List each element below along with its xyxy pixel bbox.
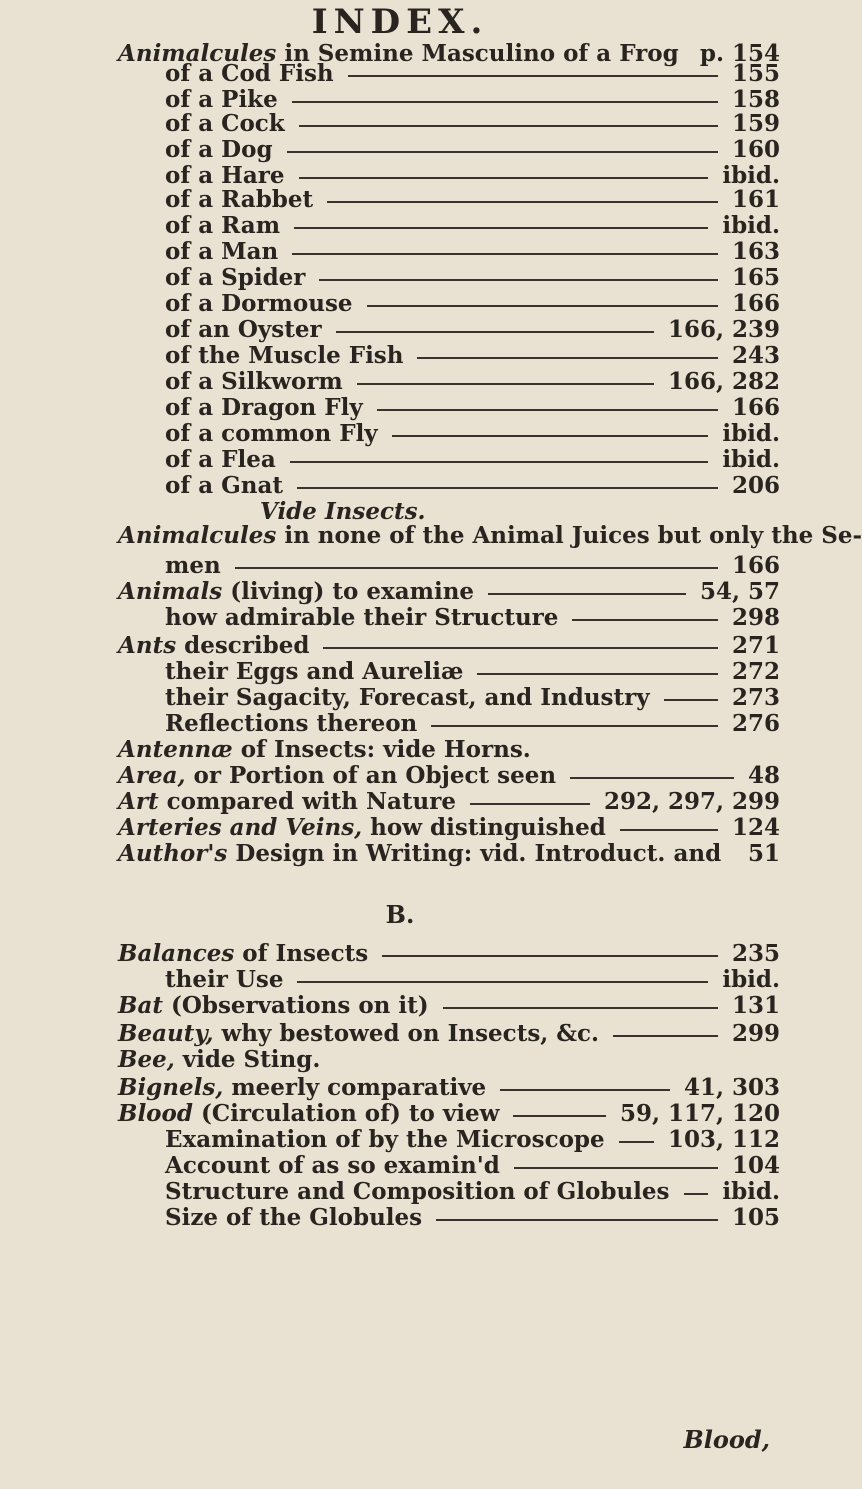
entry-description: men <box>165 552 221 579</box>
leader-rule <box>477 673 718 675</box>
entry-text <box>165 710 417 737</box>
entry-term: Beauty, <box>118 1020 214 1047</box>
page-reference: 54, 57 <box>699 578 780 605</box>
entry-text <box>118 1100 499 1127</box>
entry-term: Arteries and Veins, <box>118 814 363 841</box>
leader-rule <box>417 357 718 359</box>
page-reference: 273 <box>731 684 780 711</box>
page-reference: 166 <box>731 394 780 421</box>
entry-text <box>118 762 556 789</box>
entry-term: Art <box>118 788 159 815</box>
entry-description: Structure and Composition of Globules <box>165 1178 670 1205</box>
entry-text <box>118 992 429 1019</box>
entry-text <box>165 290 353 317</box>
page-reference: 166 <box>731 290 780 317</box>
page-reference: ibid. <box>722 966 780 993</box>
leader-rule <box>287 151 718 153</box>
index-entry <box>0 522 862 552</box>
leader-rule <box>514 1167 718 1169</box>
page-header: INDEX. <box>311 2 489 42</box>
entry-text <box>165 472 283 499</box>
leader-rule <box>290 461 709 463</box>
entry-description: meerly comparative <box>223 1074 487 1101</box>
entry-description: of a Hare <box>165 162 285 189</box>
entry-text <box>165 162 285 189</box>
leader-rule <box>436 1219 718 1221</box>
page-reference: 160 <box>731 136 780 163</box>
entry-text <box>118 1020 599 1047</box>
page-reference: 166 <box>731 552 780 579</box>
entry-description: Size of the Globules <box>165 1204 423 1231</box>
entry-text <box>118 788 456 815</box>
page-reference: ibid. <box>722 1178 780 1205</box>
leader-rule <box>392 435 709 437</box>
entry-description: of the Muscle Fish <box>165 342 404 369</box>
page-reference: 104 <box>731 1152 780 1179</box>
entry-text <box>165 1152 500 1179</box>
catchword: Blood, <box>683 1425 770 1454</box>
entry-description: of Insects: vide Horns. <box>232 736 531 763</box>
entry-text <box>118 814 606 841</box>
leader-rule <box>613 1035 718 1037</box>
page-reference: 161 <box>731 186 780 213</box>
entry-description: of a Cod Fish <box>165 60 334 87</box>
entry-text <box>165 658 463 685</box>
index-entry <box>0 840 800 870</box>
leader-rule <box>327 201 718 203</box>
entry-text <box>165 1204 422 1231</box>
leader-rule <box>470 803 590 805</box>
entry-description: of a Flea <box>165 446 276 473</box>
page-reference: ibid. <box>722 212 780 239</box>
leader-rule <box>664 699 718 701</box>
page-reference: 243 <box>731 342 780 369</box>
leader-rule <box>488 593 686 595</box>
entry-description: (living) to examine <box>222 578 475 605</box>
entry-description: their Use <box>165 966 284 993</box>
leader-rule <box>684 1193 709 1195</box>
entry-text <box>118 736 531 763</box>
entry-description: how admirable their Structure <box>165 604 559 631</box>
leader-rule <box>297 981 708 983</box>
entry-text <box>118 940 368 967</box>
entry-text <box>165 136 273 163</box>
page-reference: 131 <box>731 992 780 1019</box>
page-reference: 206 <box>731 472 780 499</box>
page-reference: 299 <box>731 1020 780 1047</box>
entry-text <box>165 1178 670 1205</box>
entry-text <box>118 1074 486 1101</box>
entry-text <box>165 966 283 993</box>
leader-rule <box>443 1007 718 1009</box>
page-reference: 103, 112 <box>667 1126 780 1153</box>
entry-description: their Sagacity, Forecast, and Industry <box>165 684 650 711</box>
entry-description: vide Sting. <box>174 1046 321 1073</box>
entry-term: Bignels, <box>118 1074 224 1101</box>
entry-text <box>118 578 474 605</box>
leader-rule <box>292 253 718 255</box>
leader-rule <box>572 619 718 621</box>
entry-text <box>165 684 650 711</box>
page-reference: 105 <box>731 1204 780 1231</box>
entry-text <box>118 840 721 867</box>
entry-description: of a Cock <box>165 110 285 137</box>
entry-description: (Circulation of) to view <box>192 1100 500 1127</box>
entry-text <box>165 86 278 113</box>
entry-text <box>118 522 862 549</box>
page-reference: 271 <box>731 632 780 659</box>
leader-rule <box>377 409 718 411</box>
leader-rule <box>431 725 718 727</box>
entry-description: or Portion of an Object seen <box>185 762 557 789</box>
entry-description: of Insects <box>234 940 369 967</box>
entry-description: of a Ram <box>165 212 281 239</box>
entry-description: why bestowed on Insects, &c. <box>213 1020 600 1047</box>
entry-description: of a Dormouse <box>165 290 353 317</box>
page-reference: 166, 282 <box>667 368 780 395</box>
entry-text <box>118 632 309 659</box>
page-reference: ibid. <box>722 420 780 447</box>
entry-description: of a Gnat <box>165 472 284 499</box>
index-entry <box>0 604 800 634</box>
entry-description: of a Dragon Fly <box>165 394 363 421</box>
entry-term: Animals <box>118 578 223 605</box>
leader-rule <box>292 101 718 103</box>
entry-description: Design in Writing: vid. Introduct. and <box>227 840 722 867</box>
entry-term: Bat <box>118 992 163 1019</box>
entry-description: of a common Fly <box>165 420 378 447</box>
page-reference: 166, 239 <box>667 316 780 343</box>
entry-description: Account of as so examin'd <box>165 1152 500 1179</box>
entry-description: of a Silkworm <box>165 368 343 395</box>
entry-text <box>165 60 334 87</box>
entry-text <box>165 552 221 579</box>
page-reference: 155 <box>731 60 780 87</box>
entry-description: of a Pike <box>165 86 278 113</box>
entry-text <box>165 264 305 291</box>
entry-term: Balances <box>118 940 235 967</box>
entry-description: in Semine Masculino of a Frog <box>276 40 679 67</box>
entry-description: of a Spider <box>165 264 306 291</box>
entry-term: Area, <box>118 762 186 789</box>
page-reference: 272 <box>731 658 780 685</box>
page-reference: 48 <box>747 762 780 789</box>
index-entry <box>0 1204 800 1234</box>
leader-rule <box>619 1141 654 1143</box>
leader-rule <box>348 75 718 77</box>
entry-text <box>165 186 313 213</box>
entry-text <box>165 604 558 631</box>
entry-description: (Observations on it) <box>162 992 429 1019</box>
entry-text <box>165 394 363 421</box>
page-reference: 276 <box>731 710 780 737</box>
entry-text <box>118 1046 320 1073</box>
entry-description: how distinguished <box>362 814 606 841</box>
leader-rule <box>299 125 718 127</box>
leader-rule <box>323 647 718 649</box>
page-reference: 298 <box>731 604 780 631</box>
page-reference: 124 <box>731 814 780 841</box>
leader-rule <box>357 383 654 385</box>
entry-description: of a Dog <box>165 136 273 163</box>
leader-rule <box>294 227 708 229</box>
entry-text <box>165 342 403 369</box>
leader-rule <box>513 1115 606 1117</box>
leader-rule <box>297 487 718 489</box>
page-reference: 235 <box>731 940 780 967</box>
entry-description: of an Oyster <box>165 316 322 343</box>
entry-term: Ants <box>118 632 177 659</box>
leader-rule <box>382 955 718 957</box>
entry-text <box>165 1126 605 1153</box>
entry-description: Vide Insects. <box>260 498 426 525</box>
entry-term: Antennæ <box>118 736 233 763</box>
section-heading: B. <box>385 900 415 929</box>
entry-term: Animalcules <box>118 40 277 67</box>
entry-description: compared with Nature <box>158 788 457 815</box>
entry-text <box>165 446 276 473</box>
entry-description: Examination of by the Microscope <box>165 1126 605 1153</box>
page-reference: ibid. <box>722 446 780 473</box>
page-reference: 159 <box>731 110 780 137</box>
entry-term: Blood <box>118 1100 193 1127</box>
page-reference: 158 <box>731 86 780 113</box>
entry-description: in none of the Animal Juices but only the Se- <box>276 522 862 549</box>
page-reference: 59, 117, 120 <box>619 1100 780 1127</box>
entry-text <box>165 316 322 343</box>
leader-rule <box>500 1089 670 1091</box>
entry-description: of a Man <box>165 238 279 265</box>
page-reference: 41, 303 <box>683 1074 780 1101</box>
entry-text <box>165 420 378 447</box>
page-reference: 165 <box>731 264 780 291</box>
page-reference: 51 <box>747 840 780 867</box>
leader-rule <box>299 177 709 179</box>
entry-description: described <box>176 632 310 659</box>
entry-text <box>165 212 280 239</box>
entry-description: Reflections thereon <box>165 710 418 737</box>
entry-term: Author's <box>118 840 228 867</box>
page-reference: p. 154 <box>699 40 780 67</box>
entry-term: Bee, <box>118 1046 175 1073</box>
entry-term: Animalcules <box>118 522 277 549</box>
leader-rule <box>319 279 718 281</box>
leader-rule <box>235 567 718 569</box>
entry-text <box>165 238 278 265</box>
leader-rule <box>367 305 718 307</box>
page-reference: 163 <box>731 238 780 265</box>
entry-text <box>165 368 343 395</box>
entry-text <box>165 110 285 137</box>
leader-rule <box>620 829 718 831</box>
index-entry <box>0 992 800 1022</box>
index-entry <box>0 1046 800 1076</box>
entry-text <box>260 498 426 525</box>
entry-description: their Eggs and Aureliæ <box>165 658 464 685</box>
entry-description: of a Rabbet <box>165 186 314 213</box>
page-reference: ibid. <box>722 162 780 189</box>
leader-rule <box>570 777 734 779</box>
leader-rule <box>336 331 654 333</box>
page-reference: 292, 297, 299 <box>603 788 780 815</box>
